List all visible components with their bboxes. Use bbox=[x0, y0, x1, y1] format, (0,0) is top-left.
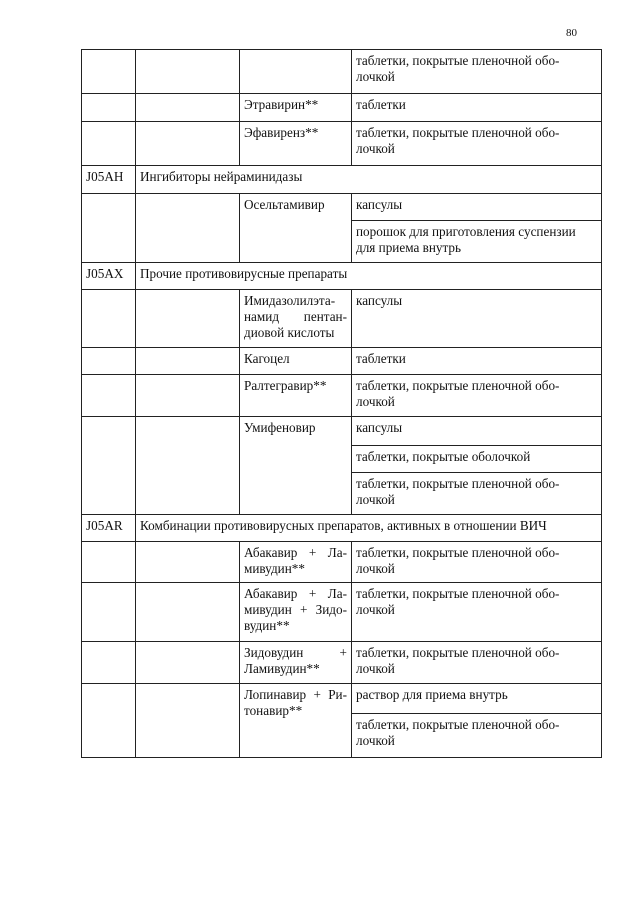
form-cell: таблетки, покрытые пленочной обо- лочкой bbox=[352, 50, 602, 94]
code-cell bbox=[82, 290, 136, 348]
table-row bbox=[82, 417, 602, 446]
table-row bbox=[82, 583, 602, 642]
group-header-row bbox=[82, 166, 602, 194]
drug-cell: Имидазолилэта- намид пентан- диовой кислоты bbox=[240, 290, 352, 348]
form-cell: раствор для приема внутрь bbox=[352, 684, 602, 714]
name-cell bbox=[136, 417, 240, 515]
form-cell: таблетки, покрытые пленочной обо- лочкой bbox=[352, 583, 602, 642]
drug-cell: Эфавиренз** bbox=[240, 122, 352, 166]
code-cell bbox=[82, 122, 136, 166]
code-cell bbox=[82, 94, 136, 122]
group-name: Ингибиторы нейраминидазы bbox=[136, 166, 602, 194]
drug-cell: Этравирин** bbox=[240, 94, 352, 122]
code-cell bbox=[82, 684, 136, 758]
name-cell bbox=[136, 542, 240, 583]
drug-cell: Кагоцел bbox=[240, 348, 352, 375]
form-cell: таблетки, покрытые оболочкой bbox=[352, 446, 602, 473]
code-cell bbox=[82, 194, 136, 263]
table-row bbox=[82, 94, 602, 122]
drug-cell: Осельтамивир bbox=[240, 194, 352, 263]
name-cell bbox=[136, 194, 240, 263]
form-cell: капсулы bbox=[352, 290, 602, 348]
name-cell bbox=[136, 348, 240, 375]
group-name: Комбинации противовирусных препаратов, активных в отношении ВИЧ bbox=[136, 515, 602, 542]
code-cell bbox=[82, 583, 136, 642]
table-row bbox=[82, 542, 602, 583]
code-cell bbox=[82, 50, 136, 94]
form-cell: капсулы bbox=[352, 417, 602, 446]
name-cell bbox=[136, 290, 240, 348]
code-cell bbox=[82, 375, 136, 417]
form-cell: капсулы bbox=[352, 194, 602, 221]
name-cell bbox=[136, 375, 240, 417]
form-cell: таблетки, покрытые пленочной обо- лочкой bbox=[352, 714, 602, 758]
table-row bbox=[82, 348, 602, 375]
form-cell: таблетки, покрытые пленочной обо- лочкой bbox=[352, 375, 602, 417]
code-cell bbox=[82, 642, 136, 684]
group-header-row bbox=[82, 263, 602, 290]
group-name: Прочие противовирусные препараты bbox=[136, 263, 602, 290]
table-row bbox=[82, 122, 602, 166]
name-cell bbox=[136, 50, 240, 94]
name-cell bbox=[136, 642, 240, 684]
code-cell bbox=[82, 542, 136, 583]
form-cell: таблетки, покрытые пленочной обо- лочкой bbox=[352, 542, 602, 583]
table-row bbox=[82, 194, 602, 221]
name-cell bbox=[136, 94, 240, 122]
form-cell: таблетки, покрытые пленочной обо- лочкой bbox=[352, 473, 602, 515]
form-cell: таблетки bbox=[352, 94, 602, 122]
drug-cell: Ралтегравир** bbox=[240, 375, 352, 417]
name-cell bbox=[136, 122, 240, 166]
table-row bbox=[82, 290, 602, 348]
table-row bbox=[82, 642, 602, 684]
code-cell bbox=[82, 417, 136, 515]
drug-table bbox=[81, 49, 602, 758]
code-cell bbox=[82, 348, 136, 375]
drug-cell: Умифеновир bbox=[240, 417, 352, 515]
drug-cell: Лопинавир + Ри- тонавир** bbox=[240, 684, 352, 758]
drug-cell: Абакавир + Ла- мивудин** bbox=[240, 542, 352, 583]
atc-code: J05AH bbox=[82, 166, 136, 194]
table-row bbox=[82, 375, 602, 417]
form-cell: таблетки, покрытые пленочной обо- лочкой bbox=[352, 122, 602, 166]
form-cell: таблетки bbox=[352, 348, 602, 375]
drug-cell bbox=[240, 50, 352, 94]
atc-code: J05AR bbox=[82, 515, 136, 542]
drug-cell: Зидовудин + Ламивудин** bbox=[240, 642, 352, 684]
form-cell: таблетки, покрытые пленочной обо- лочкой bbox=[352, 642, 602, 684]
name-cell bbox=[136, 684, 240, 758]
drug-cell: Абакавир + Ла- мивудин + Зидо- вудин** bbox=[240, 583, 352, 642]
name-cell bbox=[136, 583, 240, 642]
group-header-row bbox=[82, 515, 602, 542]
table-row bbox=[82, 684, 602, 714]
atc-code: J05AX bbox=[82, 263, 136, 290]
page-number: 80 bbox=[566, 27, 577, 39]
form-cell: порошок для приготовления суспензии для приема внутрь bbox=[352, 221, 602, 263]
table-row bbox=[82, 50, 602, 94]
